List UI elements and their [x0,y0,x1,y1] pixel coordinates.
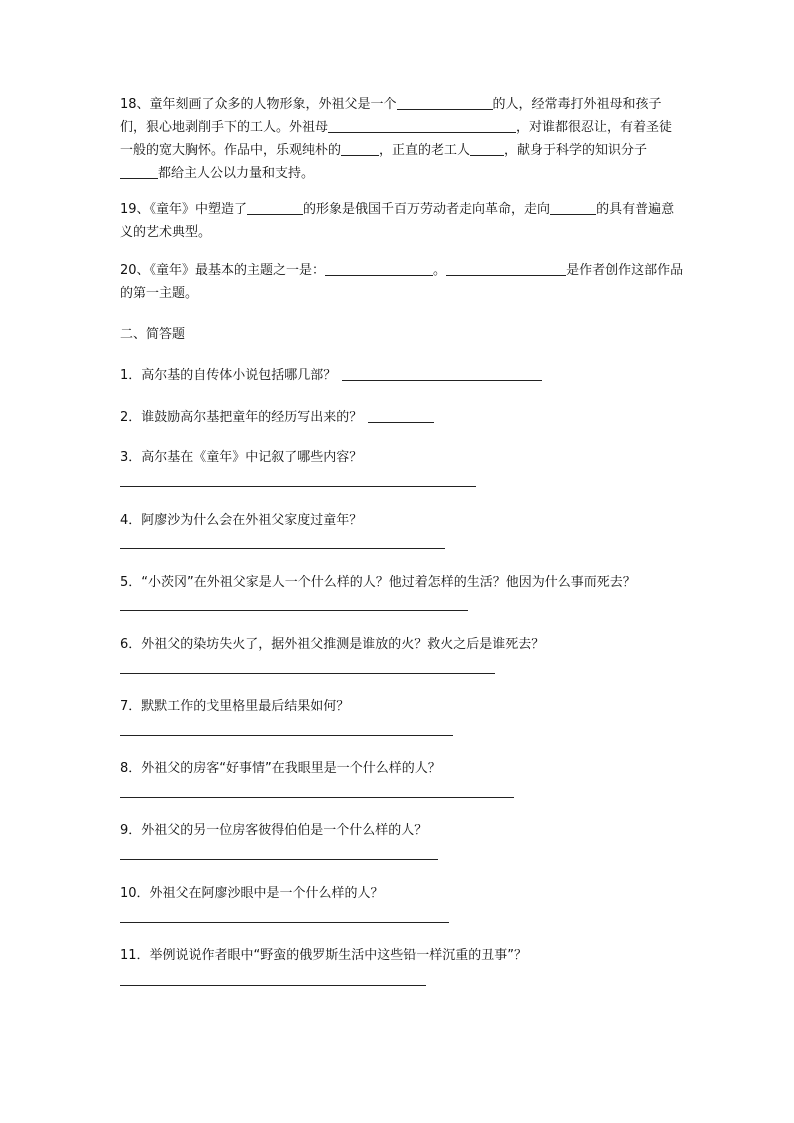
question-10: 10．外祖父在阿廖沙眼中是一个什么样的人？ [120,886,384,901]
question-3: 3．高尔基在《童年》中记叙了哪些内容？ [120,450,363,465]
answer-blank[interactable] [120,164,158,179]
answer-line[interactable] [120,797,514,798]
answer-line[interactable] [120,548,445,549]
question-text: 20、《童年》最基本的主题之一是： [120,263,326,278]
question-text: ，正直的老工人 [379,143,471,158]
answer-blank[interactable] [247,200,303,215]
question-4: 4．阿廖沙为什么会在外祖父家度过童年？ [120,513,363,528]
question-8: 8．外祖父的房客“好事情”在我眼里是一个什么样的人？ [120,761,441,776]
fill-in-question-20 [120,259,685,305]
question-text: 18、童年刻画了众多的人物形象，外祖父是一个 [120,97,397,112]
question-text: 19、《童年》中塑造了 [120,202,248,217]
question-text: 。 [433,263,447,278]
question-5: 5．“小茨冈”在外祖父家是人一个什么样的人？他过着怎样的生活？他因为什么事而死去？ [120,575,636,590]
question-7: 7．默默工作的戈里格里最后结果如何？ [120,699,350,714]
answer-line[interactable] [342,366,542,381]
answer-blank[interactable] [550,200,596,215]
section-heading: 二、简答题 [120,327,186,342]
answer-blank[interactable] [341,141,379,156]
answer-line[interactable] [120,673,495,674]
fill-in-question-18 [120,93,685,185]
answer-line[interactable] [120,486,476,487]
answer-line[interactable] [120,985,426,986]
question-text: 是作者创作这部作品的第一主题。 [120,263,684,301]
answer-line[interactable] [120,735,453,736]
fill-in-question-19 [120,198,685,244]
answer-line[interactable] [368,408,434,423]
answer-line[interactable] [120,922,449,923]
answer-blank[interactable] [446,261,566,276]
question-text: 都给主人公以力量和支持。 [158,166,315,181]
question-text: ，对谁都很忍让，有着圣徒一般的宽大胸怀。作品中，乐观纯朴的 [120,120,673,158]
question-text: 的人，经常毒打外祖母和孩子们，狠心地剥削手下的工人。外祖母 [120,97,662,135]
answer-blank[interactable] [325,261,433,276]
answer-line[interactable] [120,859,438,860]
question-text: ，献身于科学的知识分子 [504,143,648,158]
question-text: 2．谁鼓励高尔基把童年的经历写出来的？ [120,410,363,425]
question-text: 1．高尔基的自传体小说包括哪几部？ [120,368,337,383]
question-text: 的具有普遍意义的艺术典型。 [120,202,675,240]
answer-blank[interactable] [328,118,516,133]
answer-blank[interactable] [470,141,504,156]
answer-line[interactable] [120,610,468,611]
question-2 [120,408,434,427]
question-9: 9．外祖父的另一位房客彼得伯伯是一个什么样的人？ [120,823,428,838]
answer-blank[interactable] [397,95,493,110]
question-11: 11．举例说说作者眼中“野蛮的俄罗斯生活中这些铅一样沉重的丑事”？ [120,948,528,963]
question-text: 的形象是俄国千百万劳动者走向革命，走向 [303,202,551,217]
question-6: 6．外祖父的染坊失火了，据外祖父推测是谁放的火？救火之后是谁死去？ [120,637,545,652]
question-1 [120,366,542,385]
